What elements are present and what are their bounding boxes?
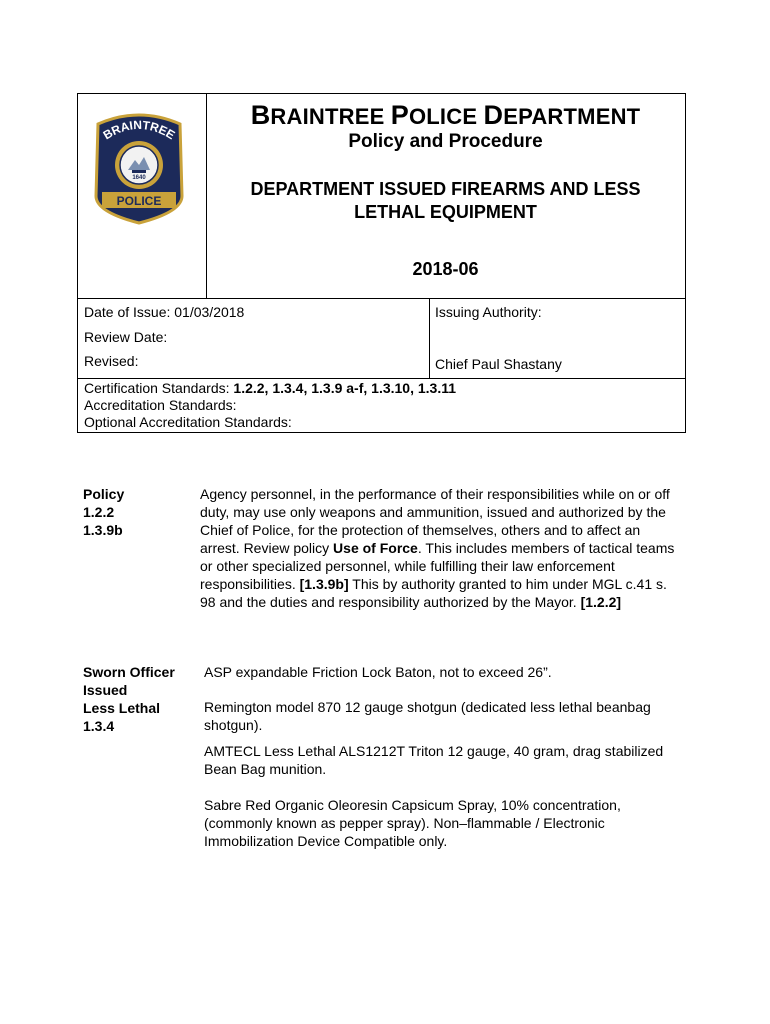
logo-cell bbox=[78, 94, 207, 298]
badge-top-text: BRAINTREE bbox=[100, 117, 178, 143]
policy-header bbox=[77, 93, 686, 299]
optional-accreditation-standards: Optional Accreditation Standards: bbox=[84, 414, 292, 430]
equipment-item: AMTECL Less Lethal ALS1212T Triton 12 gauge, 40 gram, drag stabilized Bean Bag munition. bbox=[204, 743, 664, 777]
revised: Revised: bbox=[84, 353, 139, 369]
sworn-officer-label: Sworn Officer Issued Less Lethal 1.3.4 bbox=[83, 664, 175, 734]
issuing-authority: Issuing Authority: bbox=[435, 304, 542, 320]
accreditation-standards: Accreditation Standards: bbox=[84, 397, 237, 413]
policy-text: Agency personnel, in the performance of their responsibilities while on or off duty, may use only weapons and ammunition, issued and authorized by the Chief of Police, for the protection of themselves, others and to affect an arrest. Review policy Use of Force. This includes members of tactical teams or other specialized personnel, while fulfilling their law enforcement responsibilities. [1.3.9b] This by authority granted to him under MGL c.41 s. 98 and the duties and responsibility authorized by the Mayor. [1.2.2] bbox=[200, 486, 675, 610]
equipment-item: ASP expandable Friction Lock Baton, not to exceed 26”. bbox=[204, 664, 552, 680]
department-title: BRAINTREE POLICE DEPARTMENT bbox=[250, 100, 641, 130]
standards-box bbox=[77, 378, 686, 433]
policy-name: DEPARTMENT ISSUED FIREARMS AND LESS LETHAL EQUIPMENT bbox=[250, 179, 641, 222]
certification-standards: Certification Standards: 1.2.2, 1.3.4, 1.3.9 a-f, 1.3.10, 1.3.11 bbox=[84, 380, 457, 396]
badge-year: 1640 bbox=[132, 175, 146, 181]
issue-dates bbox=[78, 299, 430, 378]
date-of-issue: Date of Issue: 01/03/2018 bbox=[84, 304, 245, 320]
title-cell bbox=[206, 94, 685, 298]
police-badge-icon bbox=[92, 110, 186, 225]
policy-label: Policy 1.2.2 1.3.9b bbox=[83, 486, 125, 538]
issuing-authority-cell bbox=[429, 299, 685, 378]
issue-info-box bbox=[77, 298, 686, 379]
review-date: Review Date: bbox=[84, 329, 168, 345]
badge-bottom-text: POLICE bbox=[116, 194, 162, 208]
policy-number: 2018-06 bbox=[412, 259, 479, 279]
subtitle: Policy and Procedure bbox=[348, 131, 543, 152]
equipment-item: Sabre Red Organic Oleoresin Capsicum Spray, 10% concentration, (commonly known as pepper spray). Non–flammable / Electronic Immobilization Device Compatible only. bbox=[204, 797, 621, 849]
chief-name: Chief Paul Shastany bbox=[435, 356, 562, 372]
equipment-item: Remington model 870 12 gauge shotgun (dedicated less lethal beanbag shotgun). bbox=[204, 699, 651, 733]
